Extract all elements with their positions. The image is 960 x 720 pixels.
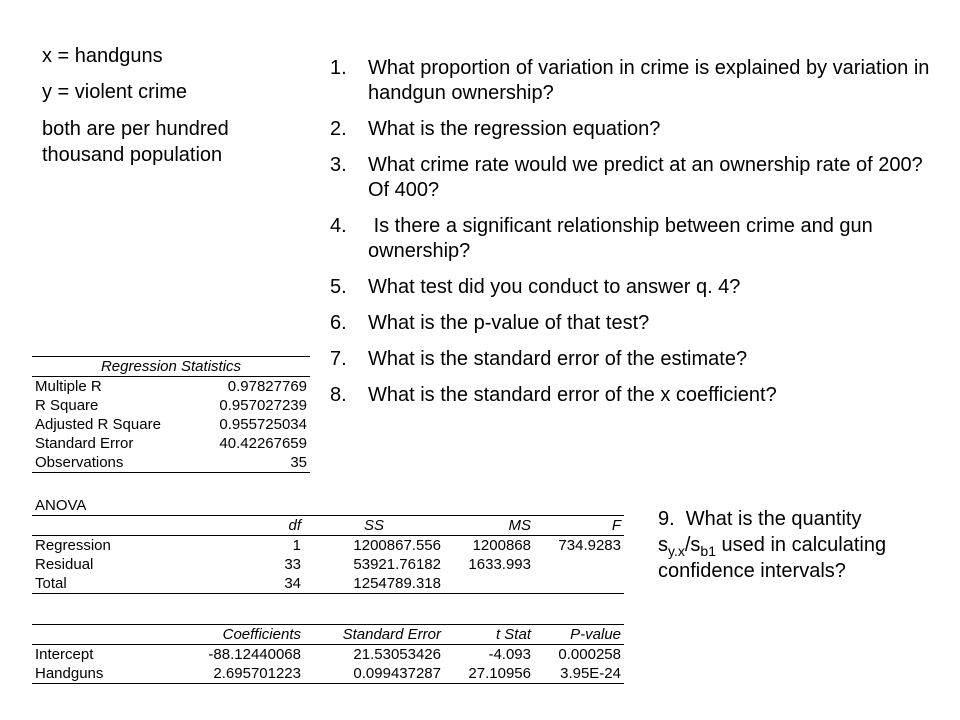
question-text: What is the standard error of the estimate?	[368, 348, 748, 370]
t-stat-cell: 27.10956	[444, 664, 534, 684]
ms-cell	[444, 574, 534, 594]
question-text: What proportion of variation in crime is explained by variation in handgun ownership?	[368, 57, 930, 104]
question-item	[330, 117, 930, 142]
table-row	[32, 434, 310, 453]
table-row	[32, 555, 624, 574]
question-number: 2.	[330, 118, 347, 140]
stat-label: Observations	[32, 453, 195, 473]
question-text: Is there a significant relationship between crime and gun ownership?	[368, 215, 879, 262]
question-number: 8.	[330, 384, 347, 406]
ss-cell: 1200867.556	[353, 537, 441, 554]
column-header-df: df	[182, 516, 304, 536]
standard-error-cell: 0.099437287	[304, 664, 444, 684]
stat-value: 0.97827769	[227, 378, 307, 395]
f-cell: 734.9283	[558, 537, 621, 554]
column-header-ss: SS	[304, 516, 444, 536]
stat-label: Standard Error	[35, 435, 134, 452]
column-header-f: F	[534, 516, 624, 536]
coefficients-table	[32, 624, 624, 684]
table-row	[32, 453, 310, 473]
table-row	[32, 377, 310, 397]
regression-statistics-table	[32, 356, 310, 473]
q9-subscript-yx: y.x	[668, 543, 685, 559]
row-label: Regression	[35, 537, 111, 554]
p-value-cell: 3.95E-24	[534, 664, 624, 684]
p-value-cell: 0.000258	[558, 646, 621, 663]
question-text: What test did you conduct to answer q. 4?	[368, 276, 741, 298]
question-item	[330, 275, 930, 300]
q9-slash: /s	[684, 534, 701, 556]
question-number: 1.	[330, 57, 347, 79]
stat-value: 0.955725034	[219, 416, 307, 433]
table-row	[32, 415, 310, 434]
q9-tail: used in calculating confidence intervals?	[658, 534, 892, 582]
standard-error-cell: 21.53053426	[353, 646, 441, 663]
table-row	[32, 574, 624, 594]
column-header-standard-error: Standard Error	[304, 625, 444, 645]
question-list	[330, 56, 930, 419]
y-definition: y = violent crime	[42, 81, 188, 103]
q9-subscript-b1: b1	[700, 543, 716, 559]
question-text: What crime rate would we predict at an ownership rate of 200? Of 400?	[368, 154, 923, 201]
row-label: Handguns	[32, 664, 182, 684]
question-item	[330, 56, 930, 106]
table-row	[32, 664, 624, 684]
question-item	[330, 311, 930, 336]
stat-label: Multiple R	[35, 378, 102, 395]
units-note: both are per hundred thousand population	[42, 118, 229, 166]
question-number: 3.	[330, 154, 347, 176]
ms-cell: 1633.993	[468, 556, 531, 573]
anova-header-row	[32, 516, 624, 536]
stat-value: 0.957027239	[219, 397, 307, 414]
anova-title: ANOVA	[35, 497, 87, 514]
ms-cell: 1200868	[472, 537, 531, 554]
ss-cell: 53921.76182	[353, 556, 441, 573]
stat-value: 35	[195, 453, 310, 473]
column-header	[32, 516, 182, 536]
question-9	[658, 506, 918, 584]
q9-lead: 9. What is the quantity s	[658, 508, 867, 556]
column-header-coefficients: Coefficients	[182, 625, 304, 645]
question-item	[330, 383, 930, 408]
row-label: Intercept	[35, 646, 94, 663]
question-number: 4.	[330, 215, 347, 237]
column-header-t-stat: t Stat	[444, 625, 534, 645]
question-text: What is the regression equation?	[368, 118, 661, 140]
x-definition: x = handguns	[42, 45, 163, 67]
ss-cell: 1254789.318	[304, 574, 444, 594]
question-number: 6.	[330, 312, 347, 334]
question-item	[330, 153, 930, 203]
column-header	[32, 625, 182, 645]
question-number: 7.	[330, 348, 347, 370]
table-row	[32, 536, 624, 556]
df-cell: 33	[284, 556, 301, 573]
question-number: 5.	[330, 276, 347, 298]
f-cell	[534, 574, 624, 594]
df-cell: 34	[182, 574, 304, 594]
variable-definitions	[42, 44, 272, 180]
stat-label: R Square	[35, 397, 99, 414]
question-item	[330, 347, 930, 372]
regression-statistics-title: Regression Statistics	[32, 357, 310, 377]
table-row	[32, 645, 624, 665]
column-header-ms: MS	[444, 516, 534, 536]
anova-table	[32, 496, 624, 594]
row-label: Total	[32, 574, 182, 594]
stat-value: 40.42267659	[219, 435, 307, 452]
question-item	[330, 214, 930, 264]
column-header-p-value: P-value	[534, 625, 624, 645]
row-label: Residual	[35, 556, 94, 573]
stat-label: Adjusted R Square	[35, 416, 161, 433]
coefficient-cell: 2.695701223	[182, 664, 304, 684]
df-cell: 1	[292, 537, 301, 554]
f-cell	[534, 555, 624, 574]
question-text: What is the p-value of that test?	[368, 312, 650, 334]
coefficients-header-row	[32, 625, 624, 645]
t-stat-cell: -4.093	[488, 646, 531, 663]
table-row	[32, 396, 310, 415]
coefficient-cell: -88.12440068	[208, 646, 301, 663]
question-text: What is the standard error of the x coefficient?	[368, 384, 777, 406]
